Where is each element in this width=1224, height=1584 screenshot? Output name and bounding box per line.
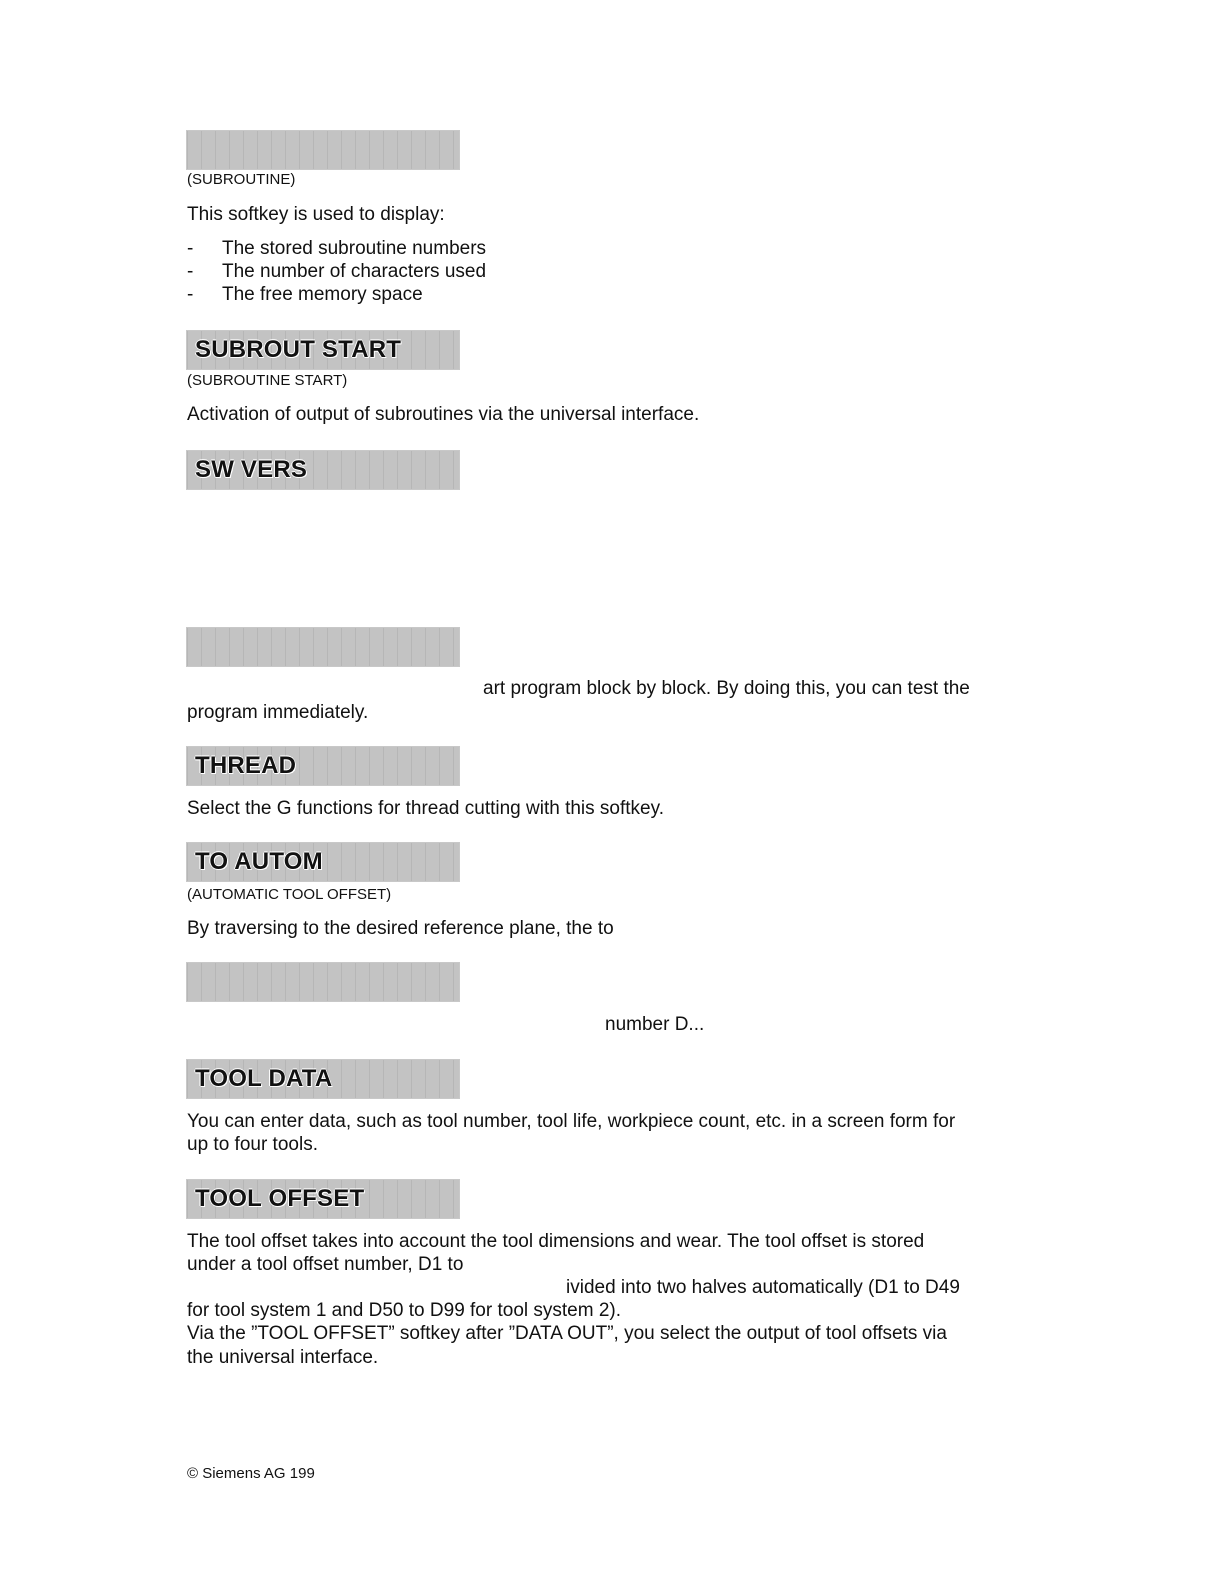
bullet-marker: - [187,238,194,259]
softkey-to-autom [186,842,460,882]
list-item: The free memory space [222,284,423,305]
list-item: The stored subroutine numbers [222,238,487,259]
softkey-sw-vers [186,450,460,490]
subroutine-intro: This softkey is used to display: [187,204,445,225]
tool-data-body-line1: You can enter data, such as tool number, tool life, workpiece count, etc. in a screen form for [187,1111,956,1132]
caption-subrout-start: (SUBROUTINE START) [187,372,348,389]
tool-offset-body-line5: Via the ”TOOL OFFSET” softkey after ”DATA OUT”, you select the output of tool offsets via [187,1323,947,1344]
blank-key-body-line1: art program block by block. By doing this, you can test the [483,678,970,699]
caption-subroutine: (SUBROUTINE) [187,171,296,188]
softkey-blank-2 [186,962,460,1002]
tool-offset-body-line1: The tool offset takes into account the tool dimensions and wear. The tool offset is stored [187,1231,925,1252]
softkey-label: TOOL DATA [195,1065,333,1092]
to-autom-body: By traversing to the desired reference plane, the to [187,918,614,939]
caption-to-autom: (AUTOMATIC TOOL OFFSET) [187,886,392,903]
softkey-thread [186,746,460,786]
softkey-subrout-start [186,330,460,370]
thread-body: Select the G functions for thread cutting with this softkey. [187,798,664,819]
softkey-label: TO AUTOM [195,848,323,875]
bullet-marker: - [187,261,194,282]
softkey-tool-offset [186,1179,460,1219]
footer-copyright: © Siemens AG 199 [187,1465,315,1482]
blank-key-2-body: number D... [605,1014,705,1035]
subrout-start-body: Activation of output of subroutines via the universal interface. [187,404,700,425]
softkey-label: TOOL OFFSET [195,1185,365,1212]
softkey-label: SUBROUT START [195,336,402,363]
tool-offset-body-line3: ivided into two halves automatically (D1 to D49 [566,1277,960,1298]
tool-offset-body-line6: the universal interface. [187,1347,379,1368]
softkey-blank [186,627,460,667]
tool-offset-body-line4: for tool system 1 and D50 to D99 for tool system 2). [187,1300,622,1321]
softkey-tool-data [186,1059,460,1099]
softkey-label: THREAD [195,752,297,779]
softkey-label: SW VERS [195,456,308,483]
list-item: The number of characters used [222,261,487,282]
bullet-marker: - [187,284,194,305]
tool-offset-body-line2: under a tool offset number, D1 to [187,1254,464,1275]
blank-key-body-line2: program immediately. [187,702,369,723]
tool-data-body-line2: up to four tools. [187,1134,318,1155]
softkey-subroutine [186,130,460,170]
